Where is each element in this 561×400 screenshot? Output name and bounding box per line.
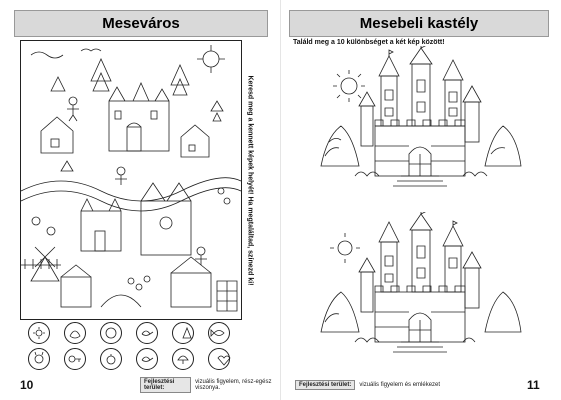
right-instruction: Találd meg a 10 különbséget a két kép között!	[293, 39, 445, 46]
left-page-title: Meseváros	[14, 10, 268, 37]
right-page-number: 11	[527, 378, 540, 392]
left-instruction: Keresd meg a kennett képek helyét! Ha megtaláltad, színezd ki!	[246, 74, 254, 286]
find-cell-7[interactable]	[28, 348, 50, 370]
find-cell-1[interactable]	[28, 322, 50, 344]
right-footer-label: Fejlesztési terület:	[295, 380, 355, 390]
find-cell-10[interactable]	[136, 348, 158, 370]
right-page	[281, 0, 561, 400]
find-icons-grid	[24, 320, 240, 372]
left-footer-label: Fejlesztési terület:	[140, 377, 191, 393]
find-cell-3[interactable]	[100, 322, 122, 344]
find-cell-12[interactable]	[208, 348, 230, 370]
left-page-number: 10	[20, 378, 34, 392]
castle-illustration-bottom	[315, 212, 525, 362]
right-footer-text: vizuális figyelem és emlékezet	[359, 382, 441, 388]
find-cell-8[interactable]	[64, 348, 86, 370]
find-cell-9[interactable]	[100, 348, 122, 370]
find-cell-11[interactable]	[172, 348, 194, 370]
right-footer	[295, 378, 440, 392]
left-footer	[140, 378, 280, 392]
find-cell-2[interactable]	[64, 322, 86, 344]
castle-illustration-top	[315, 46, 525, 196]
find-cell-6[interactable]	[208, 322, 230, 344]
left-page	[0, 0, 280, 400]
find-cell-4[interactable]	[136, 322, 158, 344]
right-page-title: Mesebeli kastély	[289, 10, 549, 37]
find-cell-5[interactable]	[172, 322, 194, 344]
fairy-town-illustration	[20, 40, 242, 320]
left-footer-text: vizuális figyelem, rész-egész viszonya.	[195, 379, 272, 391]
